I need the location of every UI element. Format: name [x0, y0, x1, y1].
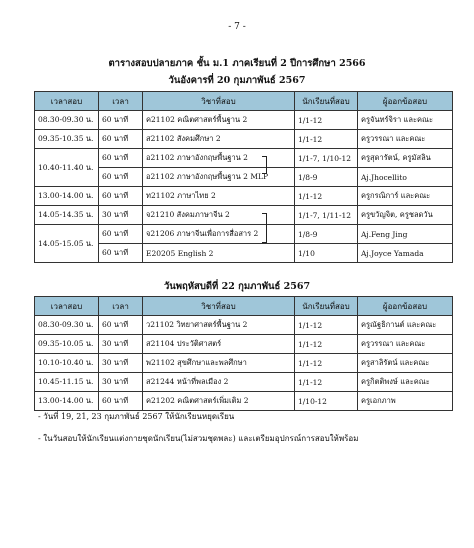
cell-subject: ค21102 คณิตศาสตร์พื้นฐาน 2 [143, 111, 295, 130]
table-row [35, 316, 453, 335]
header-author: ผู้ออกข้อสอบ [358, 92, 453, 111]
note-holiday: - วันที่ 19, 21, 23 กุมภาพันธ์ 2567 ให้นักเรียนหยุดเรียน [38, 412, 235, 421]
cell-author: ครูณัฐธิกานต์ และคณะ [358, 316, 453, 335]
note-uniform: - ในวันสอบให้นักเรียนแต่งกายชุดนักเรียน(ไม่สวมชุดพละ) และเตรียมอุปกรณ์การสอบให้พร้อม [38, 434, 359, 443]
header-exam-time: เวลาสอบ [35, 92, 99, 111]
table-row [35, 149, 453, 168]
cell-students: 1/10 [295, 244, 358, 263]
cell-time: 10.40-11.40 น. [35, 149, 99, 187]
cell-students: 1/1-12 [295, 130, 358, 149]
header-exam-time: เวลาสอบ [35, 297, 99, 316]
header-subject: วิชาที่สอบ [143, 92, 295, 111]
cell-author: Aj.Feng Jing [358, 225, 453, 244]
table-header-row [35, 297, 453, 316]
cell-duration: 30 นาที [99, 206, 143, 225]
table-row [35, 130, 453, 149]
cell-subject: อ21102 ภาษาอังกฤษพื้นฐาน 2 MLP [143, 168, 295, 187]
cell-students: 1/8-9 [295, 168, 358, 187]
header-subject: วิชาที่สอบ [143, 297, 295, 316]
document-title: ตารางสอบปลายภาค ชั้น ม.1 ภาคเรียนที่ 2 ปีการศึกษา 2566 [108, 58, 366, 69]
cell-subject: จ21206 ภาษาจีนเพื่อการสื่อสาร 2 [143, 225, 295, 244]
cell-subject: อ21102 ภาษาอังกฤษพื้นฐาน 2 [143, 149, 295, 168]
cell-students: 1/8-9 [295, 225, 358, 244]
cell-time: 13.00-14.00 น. [35, 392, 99, 411]
cell-subject: ส21244 หน้าที่พลเมือง 2 [143, 373, 295, 392]
cell-author: ครูสาลิรัตน์ และคณะ [358, 354, 453, 373]
cell-duration: 30 นาที [99, 373, 143, 392]
cell-duration: 60 นาที [99, 149, 143, 168]
table-row [35, 373, 453, 392]
table-row [35, 111, 453, 130]
cell-time: 08.30-09.30 น. [35, 111, 99, 130]
cell-students: 1/1-12 [295, 111, 358, 130]
bracket-english-group [262, 156, 267, 174]
cell-subject: พ21102 สุขศึกษาและพลศึกษา [143, 354, 295, 373]
table-row [35, 206, 453, 225]
cell-author: ครูกิตติพงษ์ และคณะ [358, 373, 453, 392]
table-row [35, 392, 453, 411]
table-row [35, 354, 453, 373]
day1-schedule-table [34, 91, 453, 263]
cell-students: 1/1-7, 1/11-12 [295, 206, 358, 225]
cell-duration: 60 นาที [99, 316, 143, 335]
cell-students: 1/1-12 [295, 354, 358, 373]
cell-students: 1/10-12 [295, 392, 358, 411]
cell-subject: ส21102 สังคมศึกษา 2 [143, 130, 295, 149]
cell-duration: 60 นาที [99, 187, 143, 206]
cell-subject: ท21102 ภาษาไทย 2 [143, 187, 295, 206]
cell-duration: 60 นาที [99, 168, 143, 187]
page-number: - 7 - [228, 22, 246, 32]
cell-subject: จ21210 สังคมภาษาจีน 2 [143, 206, 295, 225]
cell-time: 10.45-11.15 น. [35, 373, 99, 392]
bracket-language-group [262, 213, 267, 243]
cell-students: 1/1-12 [295, 316, 358, 335]
cell-students: 1/1-12 [295, 373, 358, 392]
cell-author: ครูสุดารัตน์, ครูมัสลิน [358, 149, 453, 168]
table-row [35, 335, 453, 354]
cell-author: ครูกรณิการ์ และคณะ [358, 187, 453, 206]
day2-schedule-table [34, 296, 453, 411]
header-students: นักเรียนที่สอบ [295, 92, 358, 111]
cell-author: Aj.Joyce Yamada [358, 244, 453, 263]
cell-duration: 60 นาที [99, 111, 143, 130]
cell-students: 1/1-12 [295, 187, 358, 206]
cell-author: ครูวรรณา และคณะ [358, 335, 453, 354]
cell-duration: 60 นาที [99, 130, 143, 149]
header-duration: เวลา [99, 92, 143, 111]
header-duration: เวลา [99, 297, 143, 316]
cell-subject: ว21102 วิทยาศาสตร์พื้นฐาน 2 [143, 316, 295, 335]
cell-duration: 60 นาที [99, 244, 143, 263]
cell-duration: 60 นาที [99, 392, 143, 411]
cell-students: 1/1-7, 1/10-12 [295, 149, 358, 168]
cell-author: ครูวรรณา และคณะ [358, 130, 453, 149]
cell-time: 14.05-15.05 น. [35, 225, 99, 263]
header-students: นักเรียนที่สอบ [295, 297, 358, 316]
cell-time: 08.30-09.30 น. [35, 316, 99, 335]
cell-students: 1/1-12 [295, 335, 358, 354]
cell-subject: ค21202 คณิตศาสตร์เพิ่มเติม 2 [143, 392, 295, 411]
day1-heading: วันอังคารที่ 20 กุมภาพันธ์ 2567 [168, 75, 306, 86]
cell-author: ครูขวัญจิต, ครูชลดวัน [358, 206, 453, 225]
cell-author: ครูเอกภาพ [358, 392, 453, 411]
cell-time: 14.05-14.35 น. [35, 206, 99, 225]
cell-subject: ส21104 ประวัติศาสตร์ [143, 335, 295, 354]
cell-duration: 30 นาที [99, 354, 143, 373]
cell-author: ครูจันทร์จิรา และคณะ [358, 111, 453, 130]
cell-subject: E20205 English 2 [143, 244, 295, 263]
cell-time: 09.35-10.35 น. [35, 130, 99, 149]
table-row [35, 187, 453, 206]
header-author: ผู้ออกข้อสอบ [358, 297, 453, 316]
day2-heading: วันพฤหัสบดีที่ 22 กุมภาพันธ์ 2567 [163, 281, 311, 292]
cell-time: 10.10-10.40 น. [35, 354, 99, 373]
cell-duration: 60 นาที [99, 225, 143, 244]
cell-time: 13.00-14.00 น. [35, 187, 99, 206]
cell-time: 09.35-10.05 น. [35, 335, 99, 354]
cell-duration: 30 นาที [99, 335, 143, 354]
table-header-row [35, 92, 453, 111]
cell-author: Aj.Jhocellito [358, 168, 453, 187]
table-row [35, 225, 453, 244]
